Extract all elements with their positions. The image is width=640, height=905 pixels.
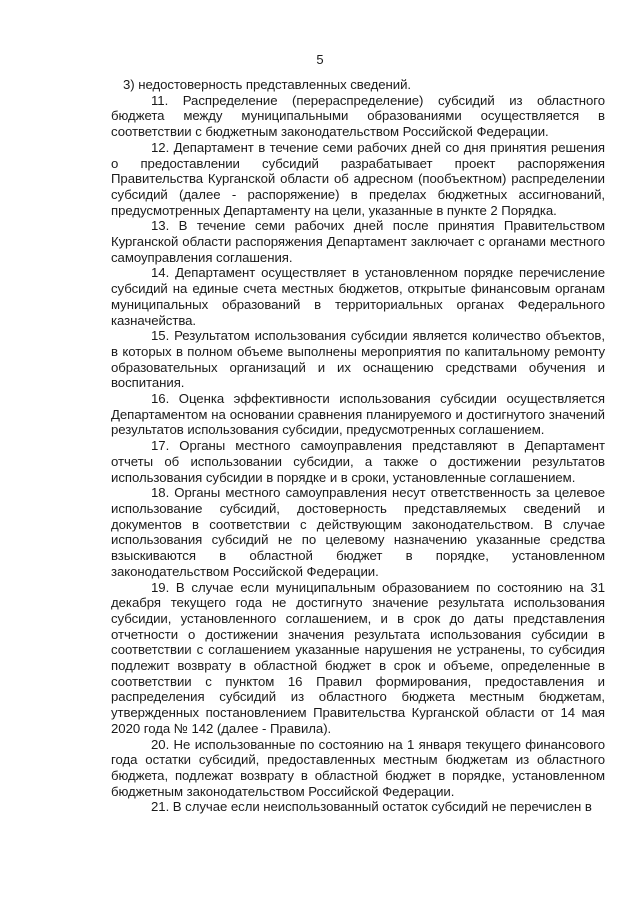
- paragraph-12: 12. Департамент в течение семи рабочих дней со дня принятия решения о предоставлении субсидий разрабатывает проект распоряжения Правительства Курганской области об адресном (пообъектном) распределении субсидий (далее - распоряжение) в пределах бюджетных ассигнований, предусмотренных Департаменту на цели, указанные в пункте 2 Порядка.: [111, 139, 605, 218]
- paragraph-21: 21. В случае если неиспользованный остаток субсидий не перечислен в: [151, 799, 592, 815]
- paragraph-16: 16. Оценка эффективности использования субсидии осуществляется Департаментом на основании сравнения планируемого и достигнутого значений результатов использования субсидии, предусмотренных соглашением.: [111, 391, 605, 438]
- paragraph-13: 13. В течение семи рабочих дней после принятия Правительством Курганской области распоряжения Департамент заключает с органами местного самоуправления соглашения.: [111, 218, 605, 265]
- page-number: 5: [316, 52, 324, 67]
- document-body: [111, 77, 605, 815]
- paragraph-item-3: 3) недостоверность представленных сведений.: [123, 77, 411, 92]
- paragraph-15: 15. Результатом использования субсидии является количество объектов, в которых в полном объеме выполнены мероприятия по капитальному ремонту образовательных организаций и их оснащению средствами обучения и воспитания.: [111, 328, 605, 391]
- paragraph-18: 18. Органы местного самоуправления несут ответственность за целевое использование субсидий, достоверность представляемых сведений и документов в соответствии с действующим законодательством. В случае использования субсидий не по целевому назначению указанные средства взыскиваются в областной бюджет в порядке, установленном законодательством Российской Федерации.: [111, 485, 605, 579]
- paragraph-17: 17. Органы местного самоуправления представляют в Департамент отчеты об использовании субсидии, а также о достижении результатов использования субсидии в порядке и в сроки, установленные соглашением.: [111, 438, 605, 485]
- paragraph-11: 11. Распределение (перераспределение) субсидий из областного бюджета между муниципальными образованиями осуществляется в соответствии с бюджетным законодательством Российской Федерации.: [111, 92, 605, 140]
- paragraph-19: 19. В случае если муниципальным образованием по состоянию на 31 декабря текущего года не достигнуто значение результата использования субсидии, установленного соглашением, и в срок до даты представления отчетности о достижении значения результата использования субсидии в соответствии с соглашением указанные нарушения не устранены, то субсидия подлежит возврату в областной бюджет в срок и объеме, определенные в соответствии с пунктом 16 Правил формирования, предоставления и распределения субсидий из областного бюджета местным бюджетам, утвержденных постановлением Правительства Курганской области от 14 мая 2020 года № 142 (далее - Правила).: [111, 579, 605, 736]
- paragraph-20: 20. Не использованные по состоянию на 1 января текущего финансового года остатки субсидий, предоставленных местным бюджетам из областного бюджета, подлежат возврату в областной бюджет в порядке, установленном бюджетным законодательством Российской Федерации.: [111, 736, 605, 799]
- paragraph-14: 14. Департамент осуществляет в установленном порядке перечисление субсидий на единые счета местных бюджетов, открытые финансовым органам муниципальных образований в территориальных органах Федерального казначейства.: [111, 265, 605, 328]
